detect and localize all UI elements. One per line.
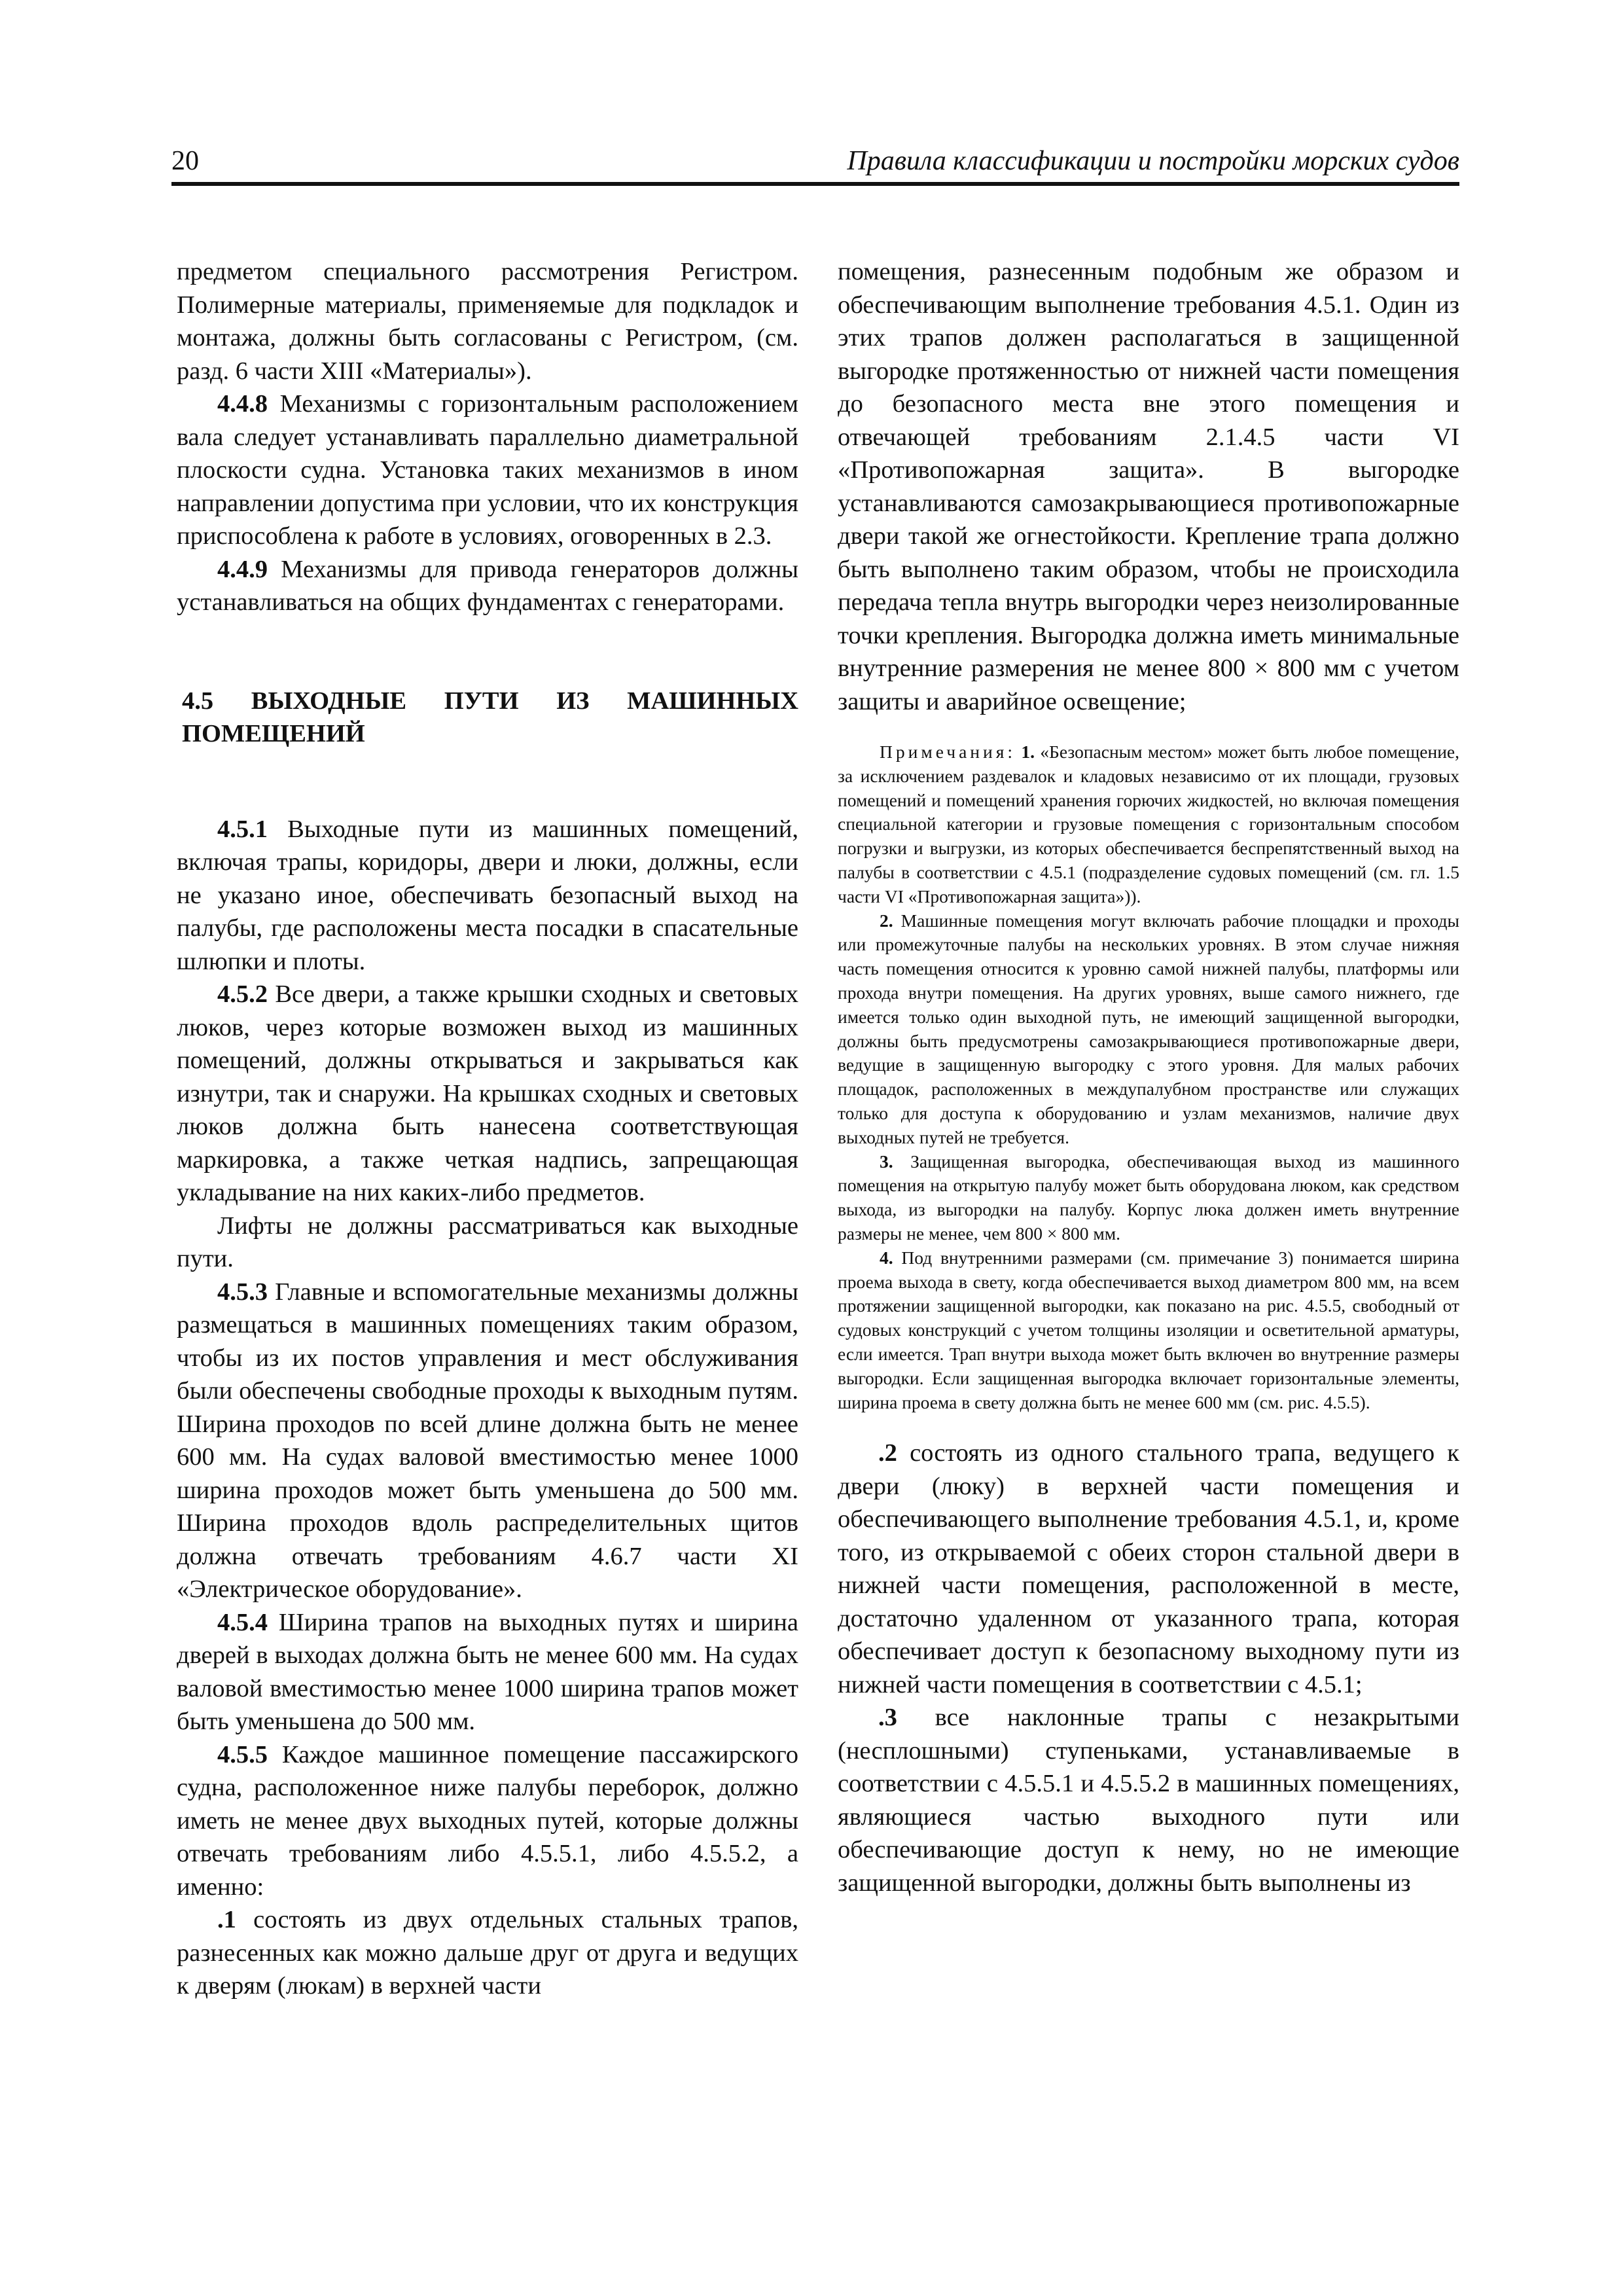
paragraph: помещения, разнесенным подобным же образом и обеспечивающим выполнение требования 4.5.1. Один из этих трапов должен располагаться в защищенной выгородке протяженностью от нижней части помещения до безопасного места вне этого помещения и отвечающей требованиям 2.1.4.5 части VI «Противопожарная защита». В выгородке устанавливаются самозакрывающиеся противопожарные двери такой же огнестойкости. Крепление трапа должно быть выполнено таким образом, чтобы не происходила передача тепла внутрь выгородки через неизолированные точки крепления. Выгородка должна иметь минимальные внутренние размерения не менее 800 × 800 мм с учетом защиты и аварийное освещение; bbox=[838, 258, 1459, 715]
item-text: состоять из одного стального трапа, ведущего к двери (люку) в верхней части помещения и обеспечивающего выполнение требования 4.5.1, и, кроме того, из открываемой с обеих сторон стальной двери в нижней части помещения, расположенной в месте, достаточно удаленном от указанного трапа, которая обеспечивает доступ к безопасному выходному пути из нижней части помещения в соответствии с 4.5.1; bbox=[838, 1439, 1459, 1698]
clause-number: 4.4.8 bbox=[217, 390, 268, 418]
note-text: Под внутренними размерами (см. примечание 3) понимается ширина проема выхода в свету, когда обеспечивается выход диаметром 800 мм, на всем протяжении защищенной выгородки, как показано на рис. 4.5.5, свободный от судовых конструкций с учетом толщины изоляции и осветительной арматуры, если имеется. Трап внутри выхода может быть включен во внутренние размеры выгородки. Если защищенная выгородка включает горизонтальные элементы, ширина проема в свету должна быть не менее 600 мм (см. рис. 4.5.5). bbox=[838, 1247, 1459, 1412]
spacer bbox=[838, 718, 1459, 740]
page-number: 20 bbox=[171, 146, 199, 176]
note-1 bbox=[838, 740, 1459, 909]
paragraph-4-5-4 bbox=[177, 1606, 798, 1738]
paragraph-4-4-8 bbox=[177, 387, 798, 553]
paragraph-4-5-1 bbox=[177, 813, 798, 978]
clause-text: Все двери, а также крышки сходных и световых люков, через которые возможен выход из машинных помещений, должны открываться и закрываться как изнутри, так и снаружи. На крышках сходных и световых люков должна быть нанесена соответствующая маркировка, а также четкая надпись, запрещающая укладывание на них каких-либо предметов. bbox=[177, 980, 798, 1206]
note-number: 4. bbox=[880, 1247, 893, 1268]
clause-number: 4.5.4 bbox=[217, 1608, 268, 1636]
paragraph-item-1 bbox=[177, 1903, 798, 2003]
note-text: Защищенная выгородка, обеспечивающая выход из машинного помещения на открытую палубу может быть оборудована люком, как средством выхода, из выгородки на палубу. Корпус люка должен иметь внутренние размеры не менее, чем 800 × 800 мм. bbox=[838, 1151, 1459, 1244]
item-text: состоять из двух отдельных стальных трапов, разнесенных как можно дальше друг от друга и ведущих к дверям (люкам) в верхней части bbox=[177, 1906, 798, 2000]
note-number: 3. bbox=[880, 1151, 893, 1172]
item-number: .3 bbox=[878, 1704, 897, 1732]
clause-text: Каждое машинное помещение пассажирского судна, расположенное ниже палубы переборок, должно иметь не менее двух выходных путей, которые должны отвечать требованиям либо 4.5.5.1, либо 4.5.5.2, а именно: bbox=[177, 1740, 798, 1901]
spacer bbox=[177, 619, 798, 685]
notes-label: Примечания: bbox=[880, 742, 1016, 762]
page-header bbox=[171, 137, 1459, 186]
note-number: 2. bbox=[880, 910, 893, 931]
note-text: Машинные помещения могут включать рабочие площадки и проходы или промежуточные палубы на нескольких уровнях. В этом случае нижняя часть помещения относится к уровню самой нижней палубы, платформы или прохода внутри помещения. На других уровнях, выше самого нижнего, где имеется только один выходной путь, не имеющий защищенной выгородки, должны быть предусмотрены самозакрывающиеся противопожарные двери, ведущие в защищенную выгородку с этого уровня. Для малых рабочих площадок, расположенных в междупалубном пространстве или служащих только для доступа к оборудованию и узлам механизмов, наличие двух выходных путей не требуется. bbox=[838, 910, 1459, 1147]
left-column bbox=[177, 255, 798, 2003]
paragraph-item-3 bbox=[838, 1701, 1459, 1899]
paragraph-4-5-3 bbox=[177, 1276, 798, 1606]
clause-number: 4.5.5 bbox=[217, 1740, 268, 1768]
clause-number: 4.5.2 bbox=[217, 980, 268, 1008]
clause-text: Механизмы для привода генераторов должны устанавливаться на общих фундаментах с генераторами. bbox=[177, 555, 798, 616]
paragraph-4-5-2 bbox=[177, 978, 798, 1210]
notes-block bbox=[838, 740, 1459, 1414]
note-4 bbox=[838, 1246, 1459, 1415]
paragraph-item-2 bbox=[838, 1437, 1459, 1701]
spacer bbox=[838, 1414, 1459, 1437]
note-text: «Безопасным местом» может быть любое помещение, за исключением раздевалок и кладовых независимо от их площади, грузовых помещений и помещений хранения горючих жидкостей, но включая помещения специальной категории и грузовые помещения с горизонтальным способом погрузки и выгрузки, из которых обеспечивается беспрепятственный выход на палубы в соответствии с 4.5.1 (подразделение судовых помещений (см. гл. 1.5 части VI «Противопожарная защита»)). bbox=[838, 742, 1460, 906]
clause-text: Ширина трапов на выходных путях и ширина дверей в выходах должна быть не менее 600 мм. На судах валовой вместимостью менее 1000 ширина трапов может быть уменьшена до 500 мм. bbox=[177, 1608, 798, 1735]
paragraph: Лифты не должны рассматриваться как выходные пути. bbox=[177, 1211, 798, 1272]
paragraph-4-5-5 bbox=[177, 1738, 798, 1904]
clause-number: 4.4.9 bbox=[217, 555, 268, 583]
section-heading: 4.5 ВЫХОДНЫЕ ПУТИ ИЗ МАШИННЫХ ПОМЕЩЕНИЙ bbox=[182, 687, 798, 747]
note-3 bbox=[838, 1150, 1459, 1246]
item-text: все наклонные трапы с незакрытыми (несплошными) ступеньками, устанавливаемые в соответствии с 4.5.5.1 и 4.5.5.2 в машинных помещениях, являющиеся частью выходного пути или обеспечивающие доступ к нему, но не имеющие защищенной выгородки, должны быть выполнены из bbox=[838, 1704, 1459, 1897]
note-number: 1. bbox=[1021, 742, 1035, 762]
clause-text: Главные и вспомогательные механизмы должны размещаться в машинных помещениях таким образом, чтобы из их постов управления и мест обслуживания были обеспечены свободные проходы к выходным путям. Ширина проходов по всей длине должна быть не менее 600 мм. На судах валовой вместимостью менее 1000 ширина проходов может быть уменьшена до 500 мм. Ширина проходов вдоль распределительных щитов должна отвечать требованиям 4.6.7 части XI «Электрическое оборудование». bbox=[177, 1278, 798, 1603]
running-title: Правила классификации и постройки морских судов bbox=[847, 146, 1459, 176]
clause-number: 4.5.3 bbox=[217, 1278, 268, 1306]
paragraph: предметом специального рассмотрения Регистром. Полимерные материалы, применяемые для подкладок и монтажа, должны быть согласованы с Регистром, (см. разд. 6 части XIII «Материалы»). bbox=[177, 258, 798, 385]
item-number: .1 bbox=[217, 1906, 236, 1933]
right-column bbox=[838, 255, 1459, 1899]
clause-text: Выходные пути из машинных помещений, включая трапы, коридоры, двери и люки, должны, если не указано иное, обеспечивать безопасный выход на палубы, где расположены места посадки в спасательные шлюпки и плоты. bbox=[177, 815, 798, 975]
clause-number: 4.5.1 bbox=[217, 815, 268, 843]
clause-text: Механизмы с горизонтальным расположением вала следует устанавливать параллельно диаметральной плоскости судна. Установка таких механизмов в ином направлении допустима при условии, что их конструкция приспособлена к работе в условиях, оговоренных в 2.3. bbox=[177, 390, 798, 550]
paragraph-4-4-9 bbox=[177, 553, 798, 619]
spacer bbox=[177, 751, 798, 813]
item-number: .2 bbox=[878, 1439, 897, 1467]
note-2 bbox=[838, 909, 1459, 1150]
